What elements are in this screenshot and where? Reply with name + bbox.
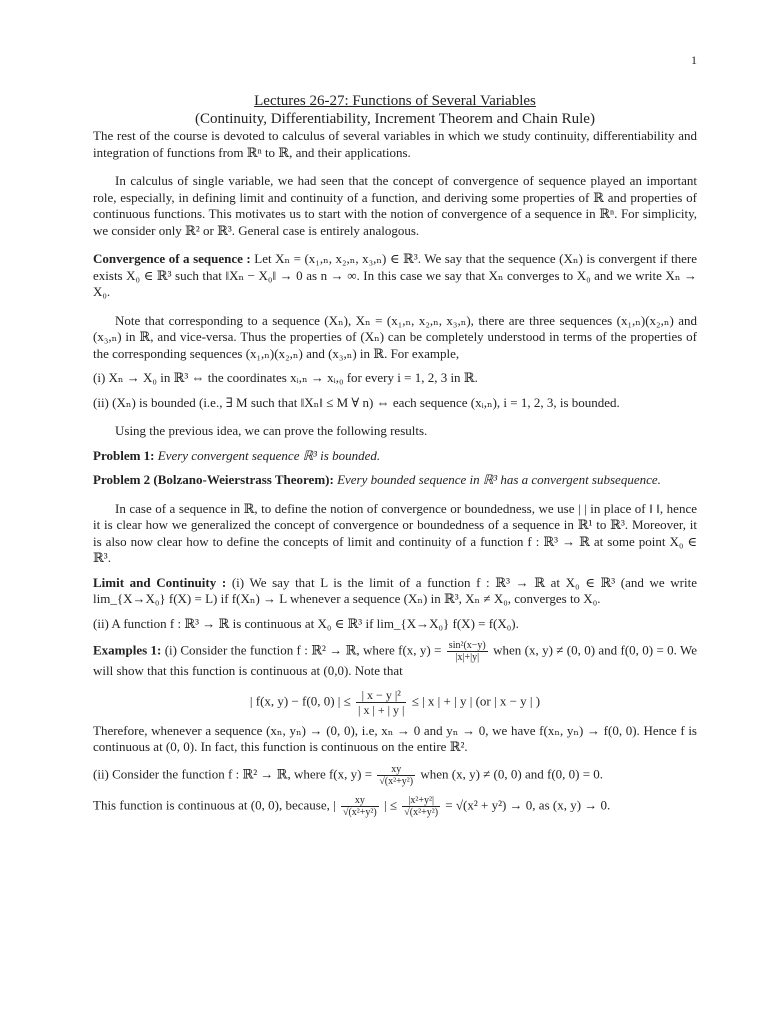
example-2-cont-mid: | ≤ [384,796,397,812]
fraction-numerator: xy [341,795,379,807]
example-1-conclusion: Therefore, whenever a sequence (xₙ, yₙ) → (0, 0), i.e, xₙ → 0 and yₙ → 0, we have f(xₙ, yₙ) → f(0, 0). Hence f is continuous at (0, 0). In fact, this function is continuous on the entire ℝ². [93,722,697,754]
inequality-right: ≤ | x | + | y | (or | x − y | ) [411,692,541,708]
example-2-cont-text-b: = √(x² + y²) → 0, as (x, y) → 0. [445,796,611,812]
example-1-paragraph [93,640,697,680]
fraction-numerator: xy [377,764,415,776]
page-number: 1 [691,53,697,67]
fraction-denominator: |x|+|y| [455,652,480,663]
example-2-fraction [377,764,415,787]
fraction-denominator: √(x²+y²) [342,806,377,818]
title-line-2: (Continuity, Differentiability, Increment Theorem and Chain Rule) [195,111,595,127]
fraction-denominator: √(x²+y²) [379,775,414,787]
fraction-denominator: √(x²+y²) [404,806,439,818]
problem-2 [93,472,697,489]
intro-paragraph: The rest of the course is devoted to calculus of several variables in which we study continuity, differentiability and integration of functions from ℝⁿ to ℝ, and their applications. [93,128,697,160]
inequality-display [93,688,697,717]
example-2-paragraph [93,764,697,787]
generalization-paragraph: In case of a sequence in ℝ, to define the notion of convergence or boundedness, we use | | in place of ‖ ‖, hence it is clear how we generalized the concept of convergence or boundedness of a sequence in ℝ¹ to ℝ³. Moreover, it is also now clear how to define the concepts of limit and continuity of a function f : ℝ³ → ℝ at some point X₀ ∈ ℝ³. [93,500,697,565]
example-1-text-b: when (x, y) ≠ (0, 0) and f(0, 0) = 0. We will show that this function is continuous at (0,0). Note that [93,642,698,678]
problem-1 [93,448,697,465]
example-1-fraction [447,640,488,663]
fraction-numerator: |x²+y²| [402,795,440,807]
problem-1-heading: Problem 1: [93,447,155,463]
limit-continuity-heading: Limit and Continuity : [93,574,227,590]
document-page [93,44,697,818]
lecture-title [93,92,697,128]
problem-2-statement: Every bounded sequence in ℝ³ has a convergent subsequence. [337,472,661,487]
example-2-text-a: (ii) Consider the function f : ℝ² → ℝ, where f(x, y) = [93,765,373,781]
convergence-heading: Convergence of a sequence : [93,251,251,266]
problem-1-statement: Every convergent sequence ℝ³ is bounded. [157,447,381,463]
problem-2-heading: Problem 2 (Bolzano-Weierstrass Theorem): [93,472,334,487]
example-2-cont-text-a: This function is continuous at (0, 0), because, | [93,796,336,812]
example-2-cont-fraction-1 [341,795,379,818]
example-2-continuity [93,795,697,818]
motivation-paragraph: In calculus of single variable, we had seen that the concept of convergence of sequence played an important role, especially, in defining limit and continuity of a function, and deriving some properties of ℝ and properties of continuous functions. This motivates us to start with the notion of convergence of a sequence in ℝⁿ. For simplicity, we consider only ℝ² or ℝ³. General case is entirely analogous. [93,173,697,238]
continuity-definition: (ii) A function f : ℝ³ → ℝ is continuous at X₀ ∈ ℝ³ if lim_{X→X₀} f(X) = f(X₀). [93,615,519,631]
example-1-text-a: (i) Consider the function f : ℝ² → ℝ, where f(x, y) = [164,642,442,658]
convergence-definition [93,251,697,301]
fraction-numerator: sin²(x−y) [448,640,486,651]
inequality-left: | f(x, y) − f(0, 0) | ≤ [249,692,351,708]
title-line-1: Lectures 26-27: Functions of Several Variables [254,93,536,109]
limit-continuity-definition [93,575,697,608]
coordinate-sequences-paragraph: Note that corresponding to a sequence (Xₙ), Xₙ = (x₁,ₙ, x₂,ₙ, x₃,ₙ), there are three sequences (x₁,ₙ)(x₂,ₙ) and (x₃,ₙ) in ℝ, and vice-versa. Thus the properties of (Xₙ) can be completely understood in terms of the properties of the corresponding sequences (x₁,ₙ)(x₂,ₙ) and (x₃,ₙ) in ℝ. For example, [93,312,697,361]
examples-heading: Examples 1: [93,642,162,658]
limit-continuity-body: (i) We say that L is the limit of a function f : ℝ³ → ℝ at X₀ ∈ ℝ³ (and we write lim_{X→X₀} f(X) = L) if f(Xₙ) → L whenever a sequence (Xₙ) in ℝ³, Xₙ ≠ X₀, converges to X₀. [93,574,698,606]
fraction-denominator: | x | + | y | [358,702,405,717]
example-item-ii: (ii) (Xₙ) is bounded (i.e., ∃ M such that ‖Xₙ‖ ≤ M ∀ n) ⇔ each sequence (xᵢ,ₙ), i = 1, 2, 3, is bounded. [93,394,620,410]
example-2-cont-fraction-2 [402,795,440,818]
convergence-body: Let Xₙ = (x₁,ₙ, x₂,ₙ, x₃,ₙ) ∈ ℝ³. We say that the sequence (Xₙ) is convergent if there exists X₀ ∈ ℝ³ such that ‖Xₙ − X₀‖ → 0 as n → ∞. In this case we say that Xₙ converges to X₀ and we write Xₙ → X₀. [93,251,697,299]
previous-idea-paragraph: Using the previous idea, we can prove the following results. [115,423,428,438]
fraction-numerator: | x − y |² [356,688,406,703]
example-item-i: (i) Xₙ → X₀ in ℝ³ ⇔ the coordinates xᵢ,ₙ → xᵢ,₀ for every i = 1, 2, 3 in ℝ. [93,370,478,385]
inequality-fraction [356,688,406,717]
example-2-text-b: when (x, y) ≠ (0, 0) and f(0, 0) = 0. [420,765,604,781]
